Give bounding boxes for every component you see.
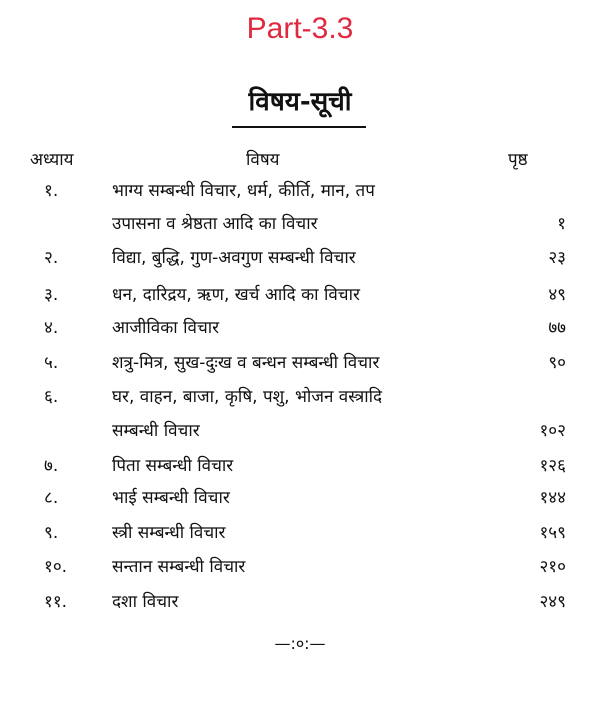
chapter-subject: स्त्री सम्बन्धी विचार xyxy=(112,523,226,543)
chapter-subject: विद्या, बुद्धि, गुण-अवगुण सम्बन्धी विचार xyxy=(112,248,356,268)
title-underline xyxy=(232,126,366,128)
chapter-number: ८. xyxy=(44,488,59,508)
page-number: ७७ xyxy=(548,318,566,338)
page-title: विषय-सूची xyxy=(248,87,352,117)
chapter-subject: उपासना व श्रेष्ठता आदि का विचार xyxy=(112,214,318,234)
chapter-subject: भाई सम्बन्धी विचार xyxy=(112,488,230,508)
chapter-subject: भाग्य सम्बन्धी विचार, धर्म, कीर्ति, मान, तप xyxy=(112,181,375,201)
chapter-number: ५. xyxy=(44,353,59,373)
page-number: ४९ xyxy=(548,285,566,305)
part-label: Part-3.3 xyxy=(246,12,354,45)
page-number: २३ xyxy=(548,248,566,268)
page-number: १२६ xyxy=(539,456,566,476)
page-number: १४४ xyxy=(539,488,566,508)
page-number: १०२ xyxy=(539,421,566,441)
chapter-subject: घर, वाहन, बाजा, कृषि, पशु, भोजन वस्त्रादि xyxy=(112,387,383,407)
chapter-subject: दशा विचार xyxy=(112,592,179,612)
chapter-number: ६. xyxy=(44,387,59,407)
header-subject: विषय xyxy=(246,150,280,170)
chapter-number: ७. xyxy=(44,456,59,476)
chapter-subject: शत्रु-मित्र, सुख-दुःख व बन्धन सम्बन्धी विचार xyxy=(112,353,380,373)
chapter-subject: पिता सम्बन्धी विचार xyxy=(112,456,234,476)
page-number: १ xyxy=(557,214,566,234)
page-number: २१० xyxy=(539,557,566,577)
chapter-number: ३. xyxy=(44,285,59,305)
chapter-number: २. xyxy=(44,248,59,268)
page-number: १५९ xyxy=(539,523,566,543)
chapter-number: ४. xyxy=(44,318,59,338)
page-number: २४९ xyxy=(539,592,566,612)
header-chapter: अध्याय xyxy=(30,150,74,170)
end-separator: —:०:— xyxy=(274,634,326,653)
chapter-subject: सम्बन्धी विचार xyxy=(112,421,200,441)
chapter-subject: आजीविका विचार xyxy=(112,318,220,338)
chapter-subject: सन्तान सम्बन्धी विचार xyxy=(112,557,246,577)
chapter-number: १०. xyxy=(44,557,68,577)
chapter-number: ११. xyxy=(44,592,68,612)
chapter-subject: धन, दारिद्रय, ऋण, खर्च आदि का विचार xyxy=(112,285,360,305)
header-page: पृष्ठ xyxy=(508,150,528,170)
chapter-number: १. xyxy=(44,181,59,201)
chapter-number: ९. xyxy=(44,523,59,543)
page-number: ९० xyxy=(548,353,566,373)
